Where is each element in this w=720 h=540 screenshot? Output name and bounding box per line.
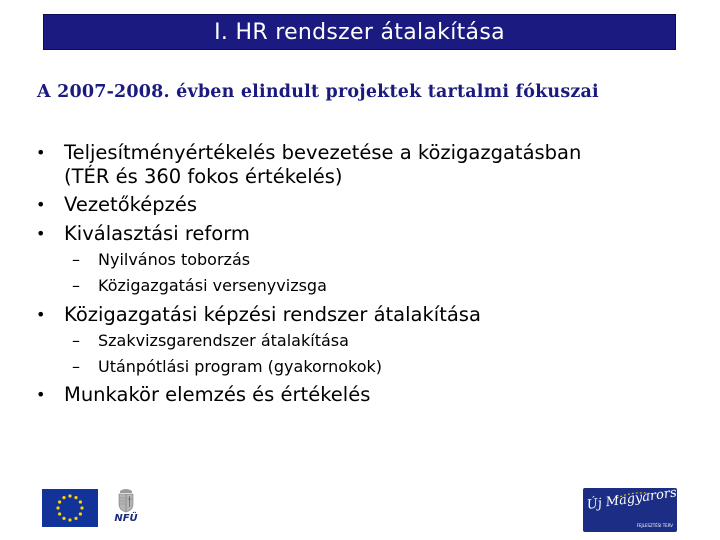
eu-flag-icon (42, 489, 98, 527)
sub-bullet-item (72, 249, 251, 271)
bullet-item (36, 302, 481, 327)
slide-title: I. HR rendszer átalakítása (214, 19, 505, 45)
bullet-item (36, 221, 250, 246)
sub-bullet-text: Közigazgatási versenyvizsga (98, 276, 327, 295)
bullet-text: Kiválasztási reform (64, 222, 250, 245)
sub-bullet-item (72, 330, 349, 352)
uj-magyarorszag-logo (583, 482, 701, 532)
bullet-item (36, 382, 371, 407)
bullet-marker: • (36, 143, 46, 162)
bullet-item (36, 140, 582, 165)
sub-bullet-dash: – (72, 276, 80, 295)
bullet-marker: • (36, 224, 46, 243)
nfu-logo-text: NFÜ (114, 513, 138, 524)
bullet-text: Vezetőképzés (64, 193, 197, 216)
bullet-marker: • (36, 305, 46, 324)
bullet-text: Teljesítményértékelés bevezetése a közigazgatásban (64, 141, 582, 164)
sub-bullet-text: Nyilvános toborzás (98, 250, 251, 269)
uj-magyarorszag-text: Új Magyarország (585, 482, 701, 513)
slide-subtitle: A 2007-2008. évben elindult projektek tartalmi fókuszai (37, 82, 599, 102)
sub-bullet-dash: – (72, 331, 80, 350)
sub-bullet-dash: – (72, 250, 80, 269)
coat-of-arms-icon (110, 487, 142, 531)
sub-bullet-text: Szakvizsgarendszer átalakítása (98, 331, 349, 350)
bullet-item (36, 192, 197, 217)
bullet-text: (TÉR és 360 fokos értékelés) (64, 165, 343, 188)
sub-bullet-item (72, 356, 383, 378)
bullet-text: Munkakör elemzés és értékelés (64, 383, 371, 406)
bullet-text: Közigazgatási képzési rendszer átalakítása (64, 303, 481, 326)
uj-magyarorszag-subtext: FEJLESZTÉSI TERV (636, 523, 673, 528)
sub-bullet-dash: – (72, 357, 80, 376)
bullet-marker: • (36, 385, 46, 404)
slide-title-bar (43, 14, 676, 50)
bullet-continuation (64, 164, 342, 189)
bullet-marker: • (36, 195, 46, 214)
sub-bullet-text: Utánpótlási program (gyakornokok) (98, 357, 383, 376)
sub-bullet-item (72, 275, 327, 297)
